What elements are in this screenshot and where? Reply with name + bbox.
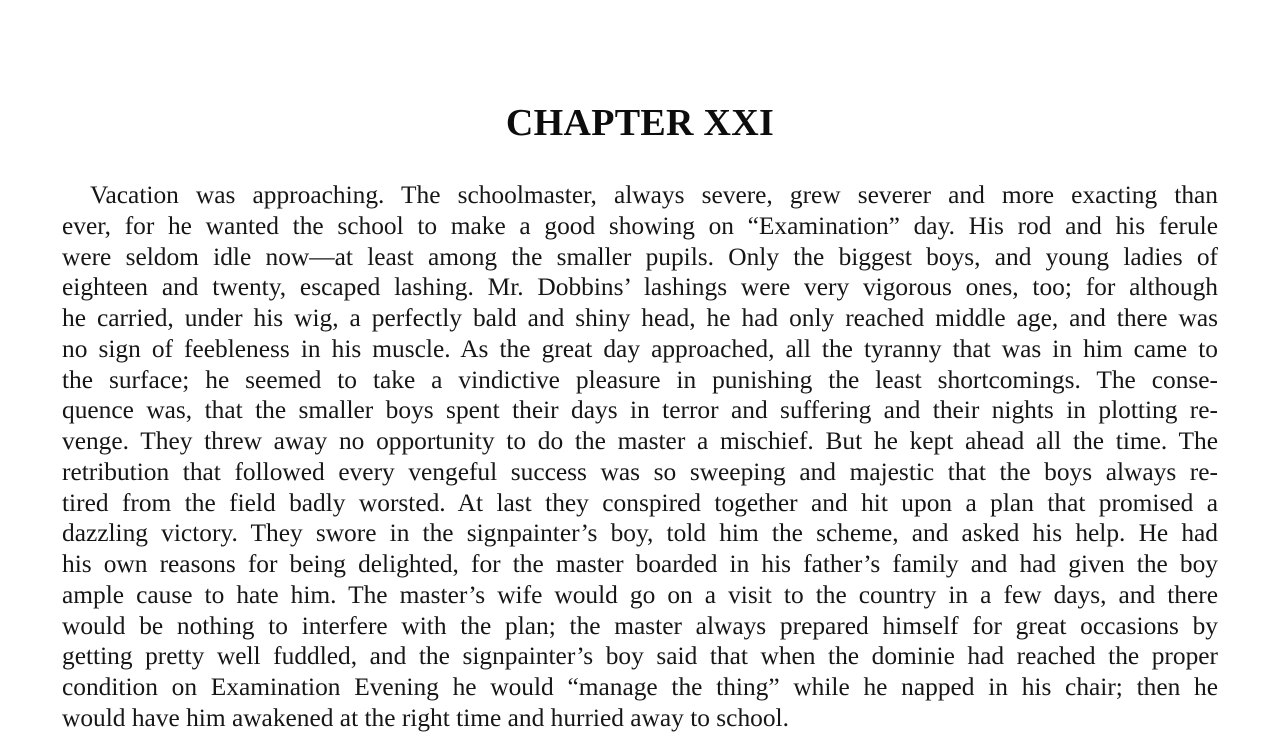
paragraph-line: he carried, under his wig, a perfectly bald and shiny head, he had only reached middle age, and there was	[62, 304, 1218, 332]
paragraph-line: the surface; he seemed to take a vindictive pleasure in punishing the least shortcomings. The conse-	[62, 365, 1218, 394]
paragraph-line: quence was, that the smaller boys spent their days in terror and suffering and their nights in plotting re-	[62, 396, 1218, 425]
paragraph-line: retribution that followed every vengeful success was so sweeping and majestic that the boys always re-	[62, 457, 1218, 486]
paragraph-line: his own reasons for being delighted, for the master boarded in his father’s family and had given the boy	[62, 550, 1218, 578]
paragraph-line: Vacation was approaching. The schoolmaster, always severe, grew severer and more exacting than	[90, 181, 1218, 209]
chapter-title: CHAPTER XXI	[505, 102, 775, 144]
paragraph-line: no sign of feebleness in his muscle. As the great day approached, all the tyranny that was in him came to	[62, 334, 1218, 363]
paragraph-line: condition on Examination Evening he would “manage the thing” while he napped in his chair; then he	[62, 673, 1218, 701]
paragraph-line: dazzling victory. They swore in the signpainter’s boy, told him the scheme, and asked his help. He had	[62, 519, 1218, 548]
paragraph-line: ever, for he wanted the school to make a good showing on “Examination” day. His rod and his ferule	[62, 211, 1218, 240]
chapter-paragraph	[62, 180, 1218, 734]
paragraph-line: eighteen and twenty, escaped lashing. Mr. Dobbins’ lashings were very vigorous ones, too; for although	[62, 273, 1218, 302]
paragraph-line: ample cause to hate him. The master’s wife would go on a visit to the country in a few days, and there	[62, 580, 1218, 609]
paragraph-line: getting pretty well fuddled, and the signpainter’s boy said that when the dominie had reached the proper	[62, 642, 1218, 671]
paragraph-line: would have him awakened at the right time and hurried away to school.	[62, 703, 789, 732]
paragraph-line: were seldom idle now—at least among the smaller pupils. Only the biggest boys, and young ladies of	[62, 242, 1218, 271]
paragraph-line: venge. They threw away no opportunity to do the master a mischief. But he kept ahead all the time. The	[62, 427, 1218, 455]
paragraph-line: would be nothing to interfere with the plan; the master always prepared himself for great occasions by	[62, 611, 1218, 640]
paragraph-line: tired from the field badly worsted. At last they conspired together and hit upon a plan that promised a	[62, 488, 1218, 517]
